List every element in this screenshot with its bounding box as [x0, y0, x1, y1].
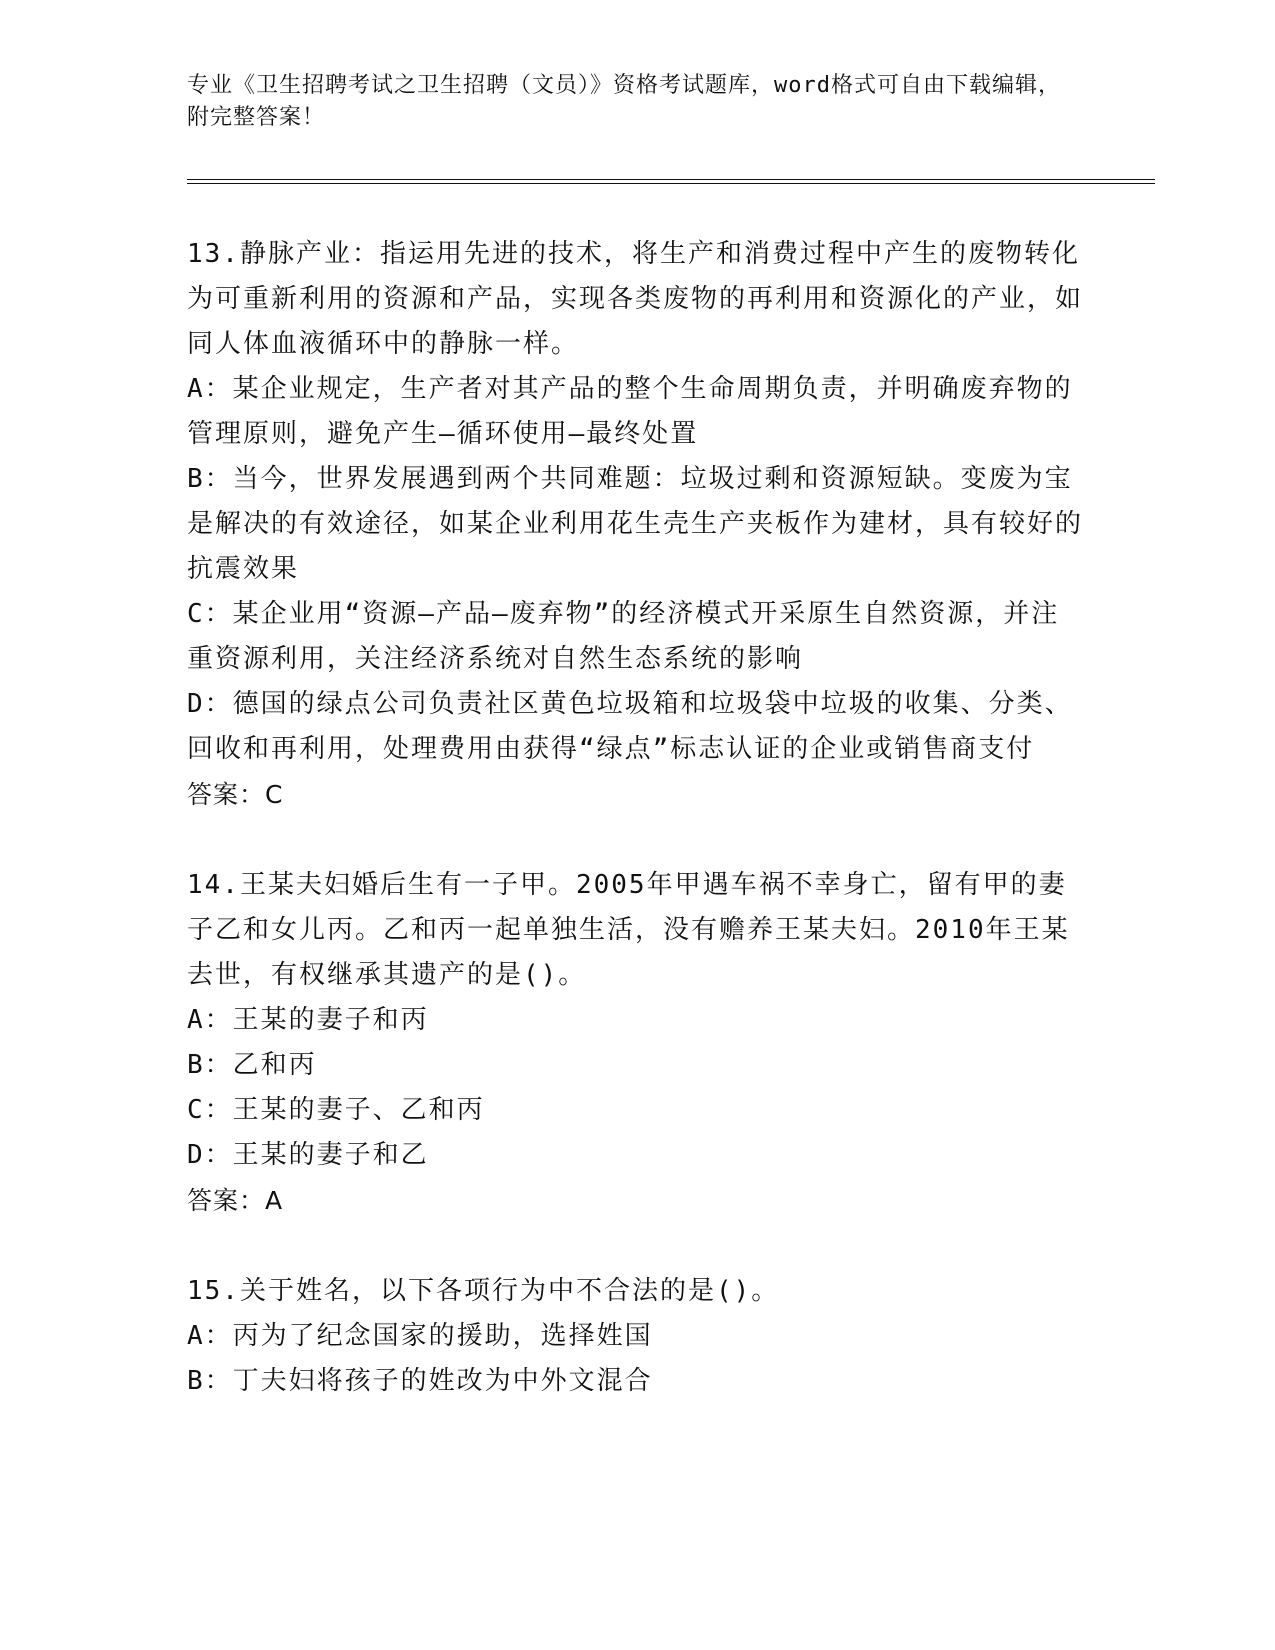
- question-stem: 15.关于姓名，以下各项行为中不合法的是()。: [187, 1276, 780, 1306]
- answer-label: 答案：A: [187, 1186, 284, 1215]
- option-b: B：乙和丙: [187, 1050, 317, 1080]
- option-c: C：某企业用“资源—产品—废弃物”的经济模式开采原生自然资源，并注重资源利用，关注经济系统对自然生态系统的影响: [187, 599, 1060, 674]
- option-a: A：某企业规定，生产者对其产品的整个生命周期负责，并明确废弃物的管理原则，避免产生—循环使用—最终处置: [187, 374, 1073, 449]
- document-header: [187, 70, 1067, 134]
- option-b: B：丁夫妇将孩子的姓改为中外文混合: [187, 1366, 653, 1396]
- option-c: C：王某的妻子、乙和丙: [187, 1095, 485, 1125]
- question-stem: 14.王某夫妇婚后生有一子甲。2005年甲遇车祸不幸身亡，留有甲的妻子乙和女儿丙。乙和丙一起单独生活，没有赡养王某夫妇。2010年王某去世，有权继承其遗产的是()。: [187, 870, 1070, 990]
- question-list: [187, 232, 1087, 1404]
- answer-label: 答案：C: [187, 780, 284, 809]
- question-stem: 13.静脉产业：指运用先进的技术，将生产和消费过程中产生的废物转化为可重新利用的资源和产品，实现各类废物的再利用和资源化的产业，如同人体血液循环中的静脉一样。: [187, 239, 1084, 359]
- option-a: A：王某的妻子和丙: [187, 1005, 429, 1035]
- header-text: 专业《卫生招聘考试之卫生招聘（文员）》资格考试题库，word格式可自由下载编辑，附完整答案！: [187, 73, 1061, 130]
- option-d: D：王某的妻子和乙: [187, 1140, 429, 1170]
- question-14: [187, 863, 1087, 1223]
- option-b: B：当今，世界发展遇到两个共同难题：垃圾过剩和资源短缺。变废为宝是解决的有效途径，如某企业利用花生壳生产夹板作为建材，具有较好的抗震效果: [187, 464, 1084, 584]
- question-13: [187, 232, 1087, 817]
- header-divider-bottom: [187, 183, 1155, 184]
- question-15: [187, 1269, 1087, 1404]
- option-d: D：德国的绿点公司负责社区黄色垃圾箱和垃圾袋中垃圾的收集、分类、回收和再利用，处理费用由获得“绿点”标志认证的企业或销售商支付: [187, 689, 1073, 764]
- header-divider-top: [187, 179, 1155, 180]
- option-a: A：丙为了纪念国家的援助，选择姓国: [187, 1321, 653, 1351]
